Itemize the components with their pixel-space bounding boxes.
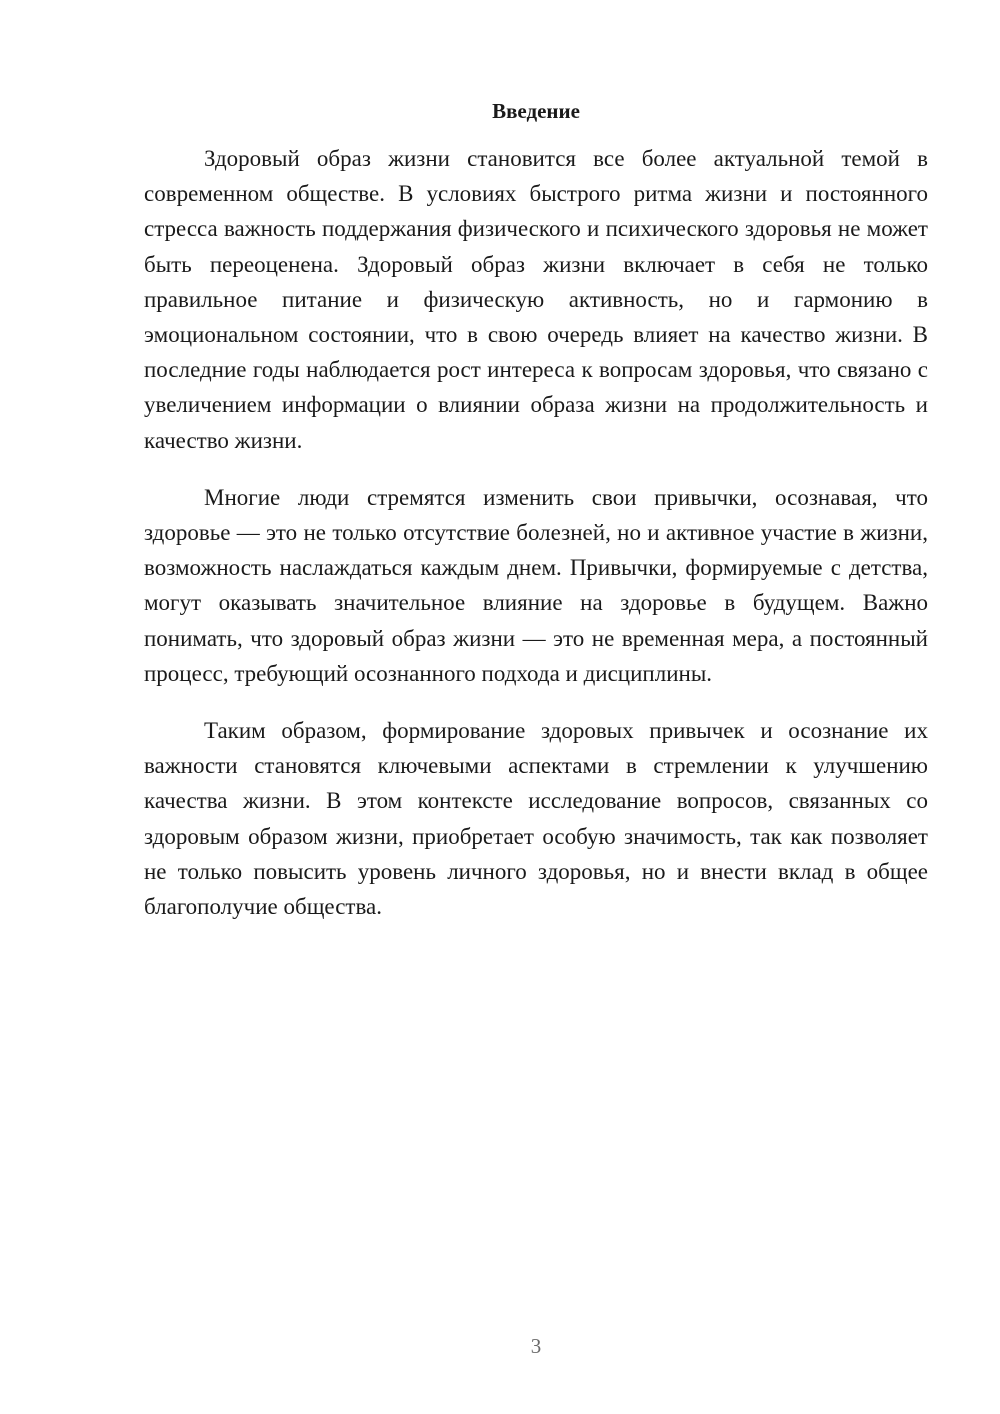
body-text [144,141,928,924]
section-heading: Введение [492,99,580,123]
paragraph-1: Здоровый образ жизни становится все более актуальной темой в современном обществе. В условиях быстрого ритма жизни и постоянного стресса важность поддержания физического и психического здоровья не может быть переоценена. Здоровый образ жизни включает в себя не только правильное питание и физическую активность, но и гармонию в эмоциональном состоянии, что в свою очередь влияет на качество жизни. В последние годы наблюдается рост интереса к вопросам здоровья, что связано с увеличением информации о влиянии образа жизни на продолжительность и качество жизни. [144,146,928,453]
page-number: 3 [530,1334,542,1358]
paragraph-3: Таким образом, формирование здоровых привычек и осознание их важности становятся ключевыми аспектами в стремлении к улучшению качества жизни. В этом контексте исследование вопросов, связанных со здоровым образом жизни, приобретает особую значимость, так как позволяет не только повысить уровень личного здоровья, но и внести вклад в общее благополучие общества. [144,718,928,920]
paragraph-2: Многие люди стремятся изменить свои привычки, осознавая, что здоровье — это не только отсутствие болезней, но и активное участие в жизни, возможность наслаждаться каждым днем. Привычки, формируемые с детства, могут оказывать значительное влияние на здоровье в будущем. Важно понимать, что здоровый образ жизни — это не временная мера, а постоянный процесс, требующий осознанного подхода и дисциплины. [144,484,928,686]
